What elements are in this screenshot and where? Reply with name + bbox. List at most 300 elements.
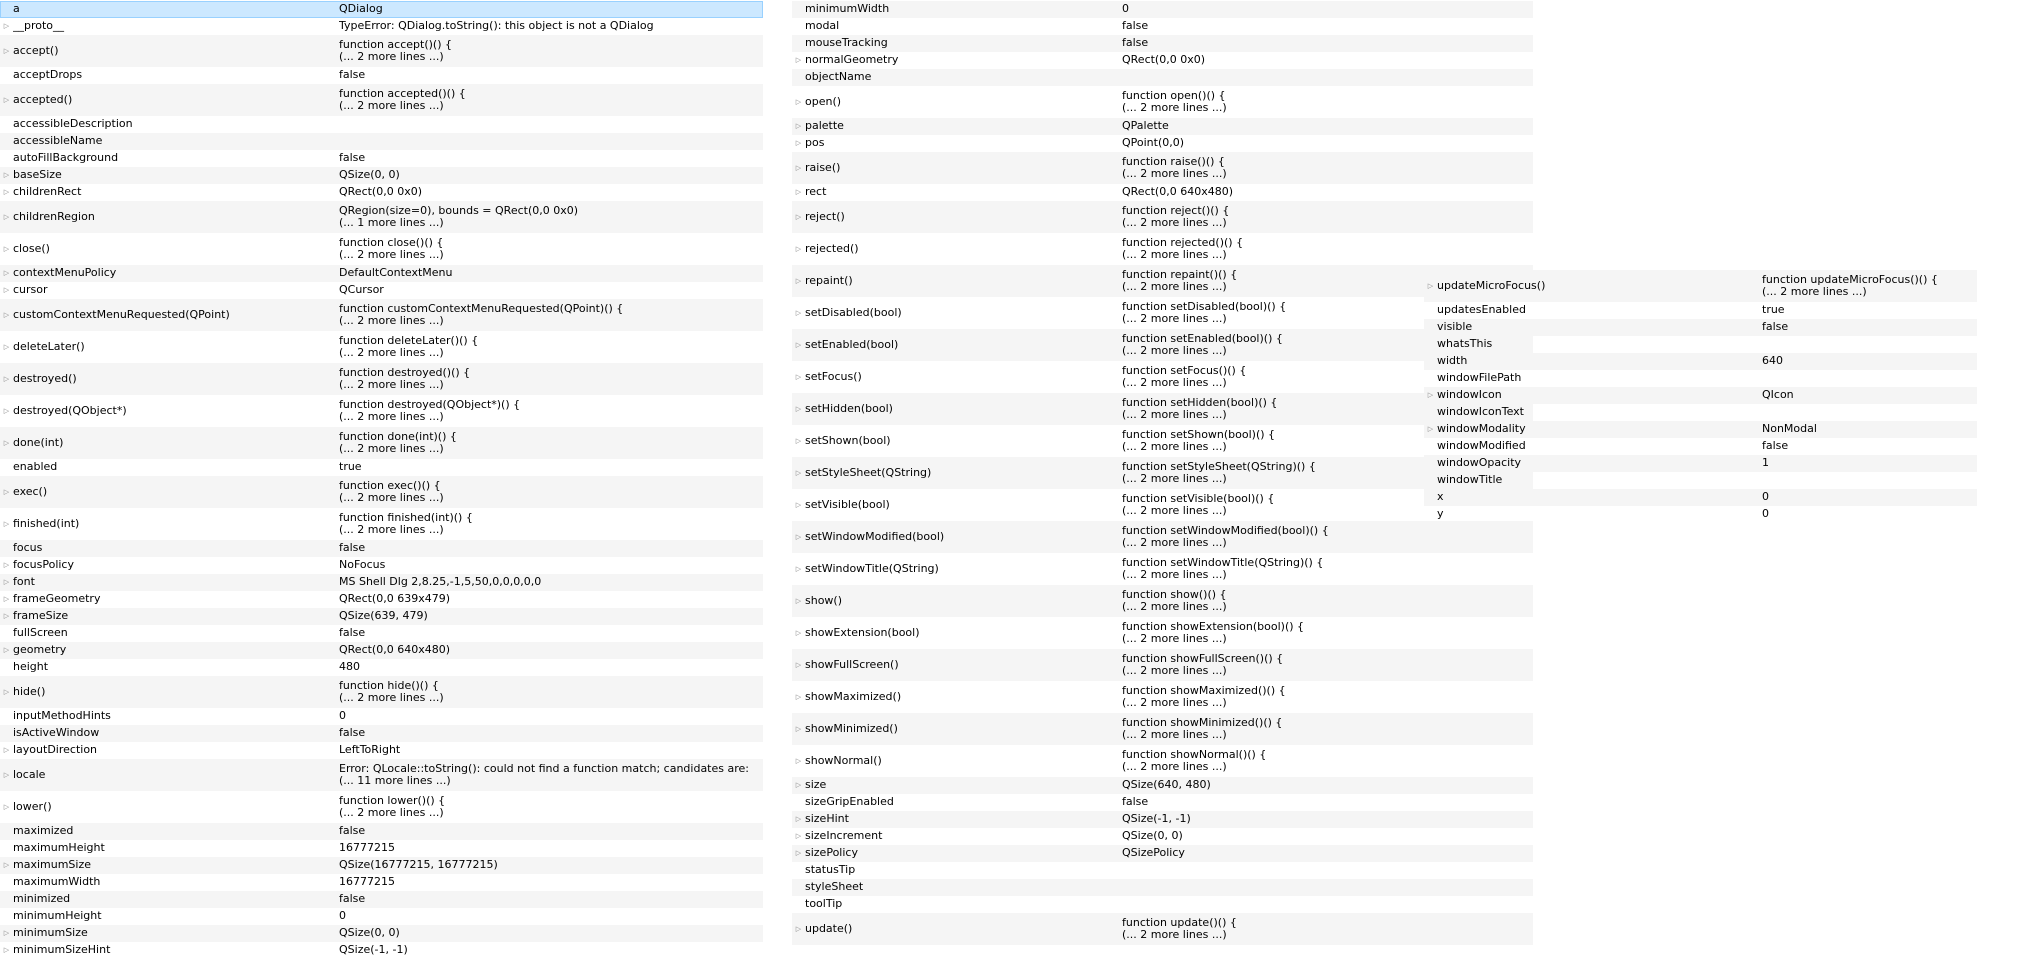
- property-value-text: QRect(0,0 640x480): [339, 644, 451, 657]
- property-name: normalGeometry: [805, 54, 899, 67]
- property-name: height: [13, 661, 49, 674]
- property-row[interactable]: [0, 476, 763, 508]
- property-name: updateMicroFocus(): [1437, 279, 1546, 292]
- property-row[interactable]: [0, 742, 763, 759]
- expand-arrow-icon[interactable]: ▷: [3, 861, 10, 870]
- property-name: inputMethodHints: [13, 710, 111, 723]
- property-value-more: (... 11 more lines ...): [339, 774, 451, 787]
- property-name: maximized: [13, 825, 74, 838]
- property-row[interactable]: [792, 617, 1533, 649]
- property-value-text: function setWindowTitle(QString)() {: [1122, 556, 1324, 569]
- property-row[interactable]: [792, 361, 1533, 393]
- property-row[interactable]: [792, 913, 1533, 945]
- expand-arrow-icon[interactable]: ▷: [3, 578, 10, 587]
- property-value: [339, 267, 763, 280]
- property-name: width: [1437, 355, 1468, 368]
- property-row[interactable]: [0, 625, 763, 642]
- property-row[interactable]: [1424, 404, 1977, 421]
- property-name: mouseTracking: [805, 37, 888, 50]
- property-row[interactable]: [792, 184, 1533, 201]
- property-row[interactable]: [792, 745, 1533, 777]
- property-value: [1122, 796, 1533, 809]
- property-row[interactable]: [0, 427, 763, 459]
- property-value-text: QSize(-1, -1): [1122, 813, 1191, 826]
- expand-arrow-icon[interactable]: ▷: [795, 924, 802, 933]
- property-value: [1122, 120, 1533, 133]
- property-name: windowModified: [1437, 440, 1526, 453]
- property-value: [339, 542, 763, 555]
- property-value-text: function reject()() {: [1122, 204, 1230, 217]
- property-name: isActiveWindow: [13, 727, 100, 740]
- property-value-more: (... 2 more lines ...): [1122, 312, 1227, 325]
- property-name: rect: [805, 186, 827, 199]
- property-name: y: [1437, 508, 1444, 521]
- property-value: [339, 335, 763, 360]
- property-row[interactable]: [0, 35, 763, 67]
- property-name: setVisible(bool): [805, 498, 890, 511]
- property-row[interactable]: [0, 363, 763, 395]
- property-name: whatsThis: [1437, 338, 1493, 351]
- property-name: baseSize: [13, 169, 62, 182]
- expand-arrow-icon[interactable]: ▷: [3, 595, 10, 604]
- property-name: destroyed(): [13, 372, 77, 385]
- property-row[interactable]: [792, 425, 1533, 457]
- property-row[interactable]: [0, 608, 763, 625]
- property-value-text: 16777215: [339, 876, 395, 889]
- property-row[interactable]: [792, 862, 1533, 879]
- property-name: accept(): [13, 44, 59, 57]
- property-value-text: false: [339, 727, 366, 740]
- property-value: [339, 763, 763, 788]
- property-row[interactable]: [0, 201, 763, 233]
- expand-arrow-icon[interactable]: ▷: [795, 596, 802, 605]
- property-value-more: (... 2 more lines ...): [339, 442, 444, 455]
- expand-arrow-icon[interactable]: ▷: [795, 308, 802, 317]
- property-row[interactable]: [0, 725, 763, 742]
- expand-arrow-icon[interactable]: ▷: [795, 724, 802, 733]
- property-row[interactable]: [1424, 387, 1977, 404]
- property-row[interactable]: [1424, 455, 1977, 472]
- expand-arrow-icon[interactable]: ▷: [3, 746, 10, 755]
- expand-arrow-icon[interactable]: ▷: [1427, 391, 1434, 400]
- expand-arrow-icon[interactable]: ▷: [3, 487, 10, 496]
- property-row[interactable]: [792, 879, 1533, 896]
- property-value: [1122, 557, 1533, 582]
- property-value-text: function setStyleSheet(QString)() {: [1122, 460, 1316, 473]
- property-value-text: function finished(int)() {: [339, 511, 473, 524]
- property-name: showFullScreen(): [805, 658, 899, 671]
- property-row[interactable]: [792, 713, 1533, 745]
- property-value: [339, 859, 763, 872]
- property-row[interactable]: [0, 676, 763, 708]
- property-name: setEnabled(bool): [805, 338, 899, 351]
- property-value: [1122, 917, 1533, 942]
- property-value-text: false: [1762, 321, 1789, 334]
- expand-arrow-icon[interactable]: ▷: [3, 612, 10, 621]
- property-name: a: [13, 3, 20, 16]
- expand-arrow-icon[interactable]: ▷: [3, 22, 10, 31]
- property-value-text: true: [339, 461, 362, 474]
- property-row[interactable]: [0, 925, 763, 942]
- property-value-text: DefaultContextMenu: [339, 267, 453, 280]
- expand-arrow-icon[interactable]: ▷: [795, 781, 802, 790]
- expand-arrow-icon[interactable]: ▷: [3, 561, 10, 570]
- expand-arrow-icon[interactable]: ▷: [795, 815, 802, 824]
- property-value-more: (... 2 more lines ...): [339, 378, 444, 391]
- property-name: deleteLater(): [13, 340, 85, 353]
- property-row[interactable]: [0, 642, 763, 659]
- property-row[interactable]: [792, 86, 1533, 118]
- property-value-text: 16777215: [339, 842, 395, 855]
- expand-arrow-icon[interactable]: ▷: [3, 212, 10, 221]
- property-value-text: QRect(0,0 640x480): [1122, 186, 1234, 199]
- expand-arrow-icon[interactable]: ▷: [3, 188, 10, 197]
- property-name: open(): [805, 95, 842, 108]
- property-name: styleSheet: [805, 881, 864, 894]
- property-value: [1122, 749, 1533, 774]
- expand-arrow-icon[interactable]: ▷: [795, 564, 802, 573]
- property-value-text: function showExtension(bool)() {: [1122, 620, 1305, 633]
- expand-arrow-icon[interactable]: ▷: [3, 171, 10, 180]
- expand-arrow-icon[interactable]: ▷: [3, 95, 10, 104]
- property-value: [1122, 653, 1533, 678]
- property-row[interactable]: [792, 329, 1533, 361]
- property-row[interactable]: [0, 84, 763, 116]
- expand-arrow-icon[interactable]: ▷: [3, 519, 10, 528]
- property-value-text: 480: [339, 661, 360, 674]
- property-value-text: 1: [1762, 457, 1769, 470]
- expand-arrow-icon[interactable]: ▷: [795, 660, 802, 669]
- property-value-text: false: [339, 825, 366, 838]
- property-row[interactable]: [0, 857, 763, 874]
- property-row[interactable]: [0, 167, 763, 184]
- property-row[interactable]: [792, 777, 1533, 794]
- property-row[interactable]: [0, 874, 763, 891]
- property-value-text: false: [339, 152, 366, 165]
- property-name: font: [13, 576, 35, 589]
- property-value-text: 0: [339, 910, 346, 923]
- expand-arrow-icon[interactable]: ▷: [3, 342, 10, 351]
- property-row[interactable]: [0, 233, 763, 265]
- property-value: [339, 303, 763, 328]
- property-value-text: QRegion(size=0), bounds = QRect(0,0 0x0): [339, 204, 579, 217]
- property-row[interactable]: [792, 681, 1533, 713]
- property-name: setWindowTitle(QString): [805, 562, 939, 575]
- property-value-more: (... 2 more lines ...): [1122, 568, 1227, 581]
- property-value: [339, 710, 763, 723]
- property-row[interactable]: [0, 18, 763, 35]
- property-value-text: function update()() {: [1122, 916, 1237, 929]
- property-row[interactable]: [0, 299, 763, 331]
- property-value-more: (... 2 more lines ...): [339, 314, 444, 327]
- property-row[interactable]: [792, 896, 1533, 913]
- property-name: setFocus(): [805, 370, 862, 383]
- property-value-text: function setVisible(bool)() {: [1122, 492, 1275, 505]
- property-value-text: QSizePolicy: [1122, 847, 1185, 860]
- property-value: [339, 20, 763, 33]
- expand-arrow-icon[interactable]: ▷: [1427, 281, 1434, 290]
- expand-arrow-icon[interactable]: ▷: [795, 163, 802, 172]
- property-row[interactable]: [1424, 472, 1977, 489]
- property-value-text: QRect(0,0 0x0): [339, 186, 423, 199]
- property-row[interactable]: [0, 891, 763, 908]
- property-row[interactable]: [792, 811, 1533, 828]
- property-name: acceptDrops: [13, 69, 83, 82]
- property-row[interactable]: [792, 233, 1533, 265]
- property-value-text: QSize(640, 480): [1122, 779, 1211, 792]
- property-row[interactable]: [1424, 489, 1977, 506]
- expand-arrow-icon[interactable]: ▷: [1427, 425, 1434, 434]
- expand-arrow-icon[interactable]: ▷: [795, 849, 802, 858]
- property-value: [339, 186, 763, 199]
- property-value: [339, 644, 763, 657]
- property-row[interactable]: [792, 794, 1533, 811]
- property-row[interactable]: [792, 18, 1533, 35]
- property-name: showExtension(bool): [805, 626, 920, 639]
- property-name: focus: [13, 542, 43, 555]
- property-row[interactable]: [0, 840, 763, 857]
- property-row[interactable]: [792, 585, 1533, 617]
- property-name: windowFilePath: [1437, 372, 1522, 385]
- property-row[interactable]: [792, 265, 1533, 297]
- property-value: [1762, 457, 1977, 470]
- property-row[interactable]: [792, 489, 1533, 521]
- property-value-text: QPoint(0,0): [1122, 137, 1185, 150]
- property-name: enabled: [13, 461, 58, 474]
- expand-arrow-icon[interactable]: ▷: [795, 532, 802, 541]
- property-row[interactable]: [0, 395, 763, 427]
- expand-arrow-icon[interactable]: ▷: [3, 438, 10, 447]
- expand-arrow-icon[interactable]: ▷: [795, 340, 802, 349]
- property-value: [1122, 90, 1533, 115]
- property-value-text: Error: QLocale::toString(): could not find a function match; candidates are:: [339, 762, 749, 775]
- expand-arrow-icon[interactable]: ▷: [3, 770, 10, 779]
- property-row[interactable]: [0, 508, 763, 540]
- property-row[interactable]: [1424, 438, 1977, 455]
- property-row[interactable]: [792, 828, 1533, 845]
- property-value-text: function accepted()() {: [339, 87, 466, 100]
- property-name: showNormal(): [805, 754, 882, 767]
- property-row[interactable]: [792, 52, 1533, 69]
- property-row[interactable]: [0, 150, 763, 167]
- property-row[interactable]: [792, 457, 1533, 489]
- property-row[interactable]: [0, 1, 763, 18]
- property-value: [1122, 621, 1533, 646]
- property-row[interactable]: [0, 459, 763, 476]
- property-value-text: function open()() {: [1122, 89, 1226, 102]
- expand-arrow-icon[interactable]: ▷: [795, 692, 802, 701]
- property-value-text: QSize(0, 0): [339, 927, 400, 940]
- expand-arrow-icon[interactable]: ▷: [795, 832, 802, 841]
- property-value: [339, 399, 763, 424]
- property-value-text: function showNormal()() {: [1122, 748, 1267, 761]
- property-name: windowIconText: [1437, 406, 1524, 419]
- property-name: fullScreen: [13, 627, 68, 640]
- property-row[interactable]: [0, 67, 763, 84]
- property-name: sizePolicy: [805, 847, 858, 860]
- property-row[interactable]: [792, 69, 1533, 86]
- property-value: [339, 169, 763, 182]
- expand-arrow-icon[interactable]: ▷: [795, 188, 802, 197]
- property-value: [1122, 589, 1533, 614]
- expand-arrow-icon[interactable]: ▷: [3, 46, 10, 55]
- property-value: [339, 661, 763, 674]
- property-value: [339, 69, 763, 82]
- property-value-more: (... 2 more lines ...): [339, 691, 444, 704]
- property-row[interactable]: [1424, 319, 1977, 336]
- property-value-text: function setFocus()() {: [1122, 364, 1247, 377]
- property-row[interactable]: [0, 116, 763, 133]
- property-name: visible: [1437, 321, 1473, 334]
- expand-arrow-icon[interactable]: ▷: [795, 372, 802, 381]
- property-value: [339, 559, 763, 572]
- property-row[interactable]: [1424, 270, 1977, 302]
- expand-arrow-icon[interactable]: ▷: [795, 244, 802, 253]
- expand-arrow-icon[interactable]: ▷: [3, 269, 10, 278]
- property-name: setStyleSheet(QString): [805, 466, 932, 479]
- expand-arrow-icon[interactable]: ▷: [3, 646, 10, 655]
- property-row[interactable]: [1424, 302, 1977, 319]
- property-value: [339, 842, 763, 855]
- property-row[interactable]: [1424, 336, 1977, 353]
- property-name: contextMenuPolicy: [13, 267, 117, 280]
- property-row[interactable]: [0, 574, 763, 591]
- property-value-text: function setEnabled(bool)() {: [1122, 332, 1283, 345]
- property-row[interactable]: [792, 35, 1533, 52]
- property-row[interactable]: [0, 331, 763, 363]
- property-value-text: function lower()() {: [339, 794, 446, 807]
- property-name: update(): [805, 922, 853, 935]
- property-row[interactable]: [1424, 506, 1977, 523]
- property-row[interactable]: [792, 297, 1533, 329]
- property-value: [339, 927, 763, 940]
- expand-arrow-icon[interactable]: ▷: [3, 406, 10, 415]
- property-row[interactable]: [792, 553, 1533, 585]
- property-name: lower(): [13, 800, 52, 813]
- property-name: setHidden(bool): [805, 402, 893, 415]
- expand-arrow-icon[interactable]: ▷: [795, 756, 802, 765]
- property-row[interactable]: [792, 845, 1533, 862]
- property-row[interactable]: [0, 184, 763, 201]
- expand-arrow-icon[interactable]: ▷: [3, 286, 10, 295]
- expand-arrow-icon[interactable]: ▷: [795, 404, 802, 413]
- property-row[interactable]: [0, 759, 763, 791]
- property-value-text: function hide()() {: [339, 679, 439, 692]
- property-row[interactable]: [792, 201, 1533, 233]
- property-name: minimumWidth: [805, 3, 890, 16]
- property-row[interactable]: [792, 118, 1533, 135]
- expand-arrow-icon[interactable]: ▷: [795, 212, 802, 221]
- expand-arrow-icon[interactable]: ▷: [795, 276, 802, 285]
- expand-arrow-icon[interactable]: ▷: [795, 468, 802, 477]
- property-value-text: false: [339, 627, 366, 640]
- expand-arrow-icon[interactable]: ▷: [3, 687, 10, 696]
- expand-arrow-icon[interactable]: ▷: [795, 97, 802, 106]
- property-row[interactable]: [1424, 421, 1977, 438]
- property-value: [1122, 54, 1533, 67]
- property-value-text: QSize(0, 0): [1122, 830, 1183, 843]
- property-value-more: (... 2 more lines ...): [1122, 728, 1227, 741]
- property-name: __proto__: [13, 20, 65, 33]
- property-row[interactable]: [792, 152, 1533, 184]
- property-row[interactable]: [0, 591, 763, 608]
- property-value: [339, 3, 763, 16]
- expand-arrow-icon[interactable]: ▷: [795, 628, 802, 637]
- expand-arrow-icon[interactable]: ▷: [3, 244, 10, 253]
- property-row[interactable]: [0, 823, 763, 840]
- property-row[interactable]: [0, 942, 763, 959]
- property-row[interactable]: [792, 393, 1533, 425]
- property-value: [1122, 813, 1533, 826]
- property-value-text: false: [1122, 37, 1149, 50]
- property-name: minimumHeight: [13, 910, 102, 923]
- expand-arrow-icon[interactable]: ▷: [795, 122, 802, 131]
- property-row[interactable]: [1424, 353, 1977, 370]
- property-row[interactable]: [792, 135, 1533, 152]
- expand-arrow-icon[interactable]: ▷: [795, 56, 802, 65]
- expand-arrow-icon[interactable]: ▷: [3, 802, 10, 811]
- property-value-more: (... 2 more lines ...): [1122, 248, 1227, 261]
- expand-arrow-icon[interactable]: ▷: [795, 139, 802, 148]
- property-value-text: function setShown(bool)() {: [1122, 428, 1276, 441]
- expand-arrow-icon[interactable]: ▷: [795, 500, 802, 509]
- property-row[interactable]: [0, 265, 763, 282]
- property-value-text: QIcon: [1762, 389, 1794, 402]
- property-name: minimumSizeHint: [13, 944, 111, 957]
- property-row[interactable]: [1424, 370, 1977, 387]
- property-name: frameGeometry: [13, 593, 101, 606]
- property-row[interactable]: [0, 659, 763, 676]
- properties-column-2: [792, 1, 1533, 945]
- property-value: [1122, 237, 1533, 262]
- property-row[interactable]: [0, 557, 763, 574]
- property-row[interactable]: [0, 540, 763, 557]
- property-value: [1762, 321, 1977, 334]
- property-name: setShown(bool): [805, 434, 891, 447]
- expand-arrow-icon[interactable]: ▷: [3, 374, 10, 383]
- property-name: close(): [13, 242, 50, 255]
- property-name: reject(): [805, 210, 845, 223]
- property-value-more: (... 2 more lines ...): [1122, 101, 1227, 114]
- property-value-text: function setHidden(bool)() {: [1122, 396, 1278, 409]
- expand-arrow-icon[interactable]: ▷: [3, 946, 10, 955]
- expand-arrow-icon[interactable]: ▷: [3, 310, 10, 319]
- property-value: [339, 367, 763, 392]
- property-value-text: false: [339, 542, 366, 555]
- property-row[interactable]: [0, 708, 763, 725]
- property-row[interactable]: [0, 133, 763, 150]
- property-row[interactable]: [0, 791, 763, 823]
- property-value-more: (... 2 more lines ...): [1122, 536, 1227, 549]
- property-value-text: QSize(639, 479): [339, 610, 428, 623]
- property-value-text: false: [339, 69, 366, 82]
- property-row[interactable]: [792, 649, 1533, 681]
- expand-arrow-icon[interactable]: ▷: [3, 929, 10, 938]
- property-value-text: function destroyed(QObject*)() {: [339, 398, 521, 411]
- property-value-text: function showFullScreen()() {: [1122, 652, 1284, 665]
- property-row[interactable]: [792, 1, 1533, 18]
- property-name: setWindowModified(bool): [805, 530, 945, 543]
- property-name: hide(): [13, 685, 46, 698]
- property-value-more: (... 2 more lines ...): [1122, 376, 1227, 389]
- property-row[interactable]: [0, 908, 763, 925]
- property-value: [339, 512, 763, 537]
- property-row[interactable]: [0, 282, 763, 299]
- property-name: setDisabled(bool): [805, 306, 902, 319]
- property-value: [1122, 205, 1533, 230]
- property-row[interactable]: [792, 521, 1533, 553]
- expand-arrow-icon[interactable]: ▷: [795, 436, 802, 445]
